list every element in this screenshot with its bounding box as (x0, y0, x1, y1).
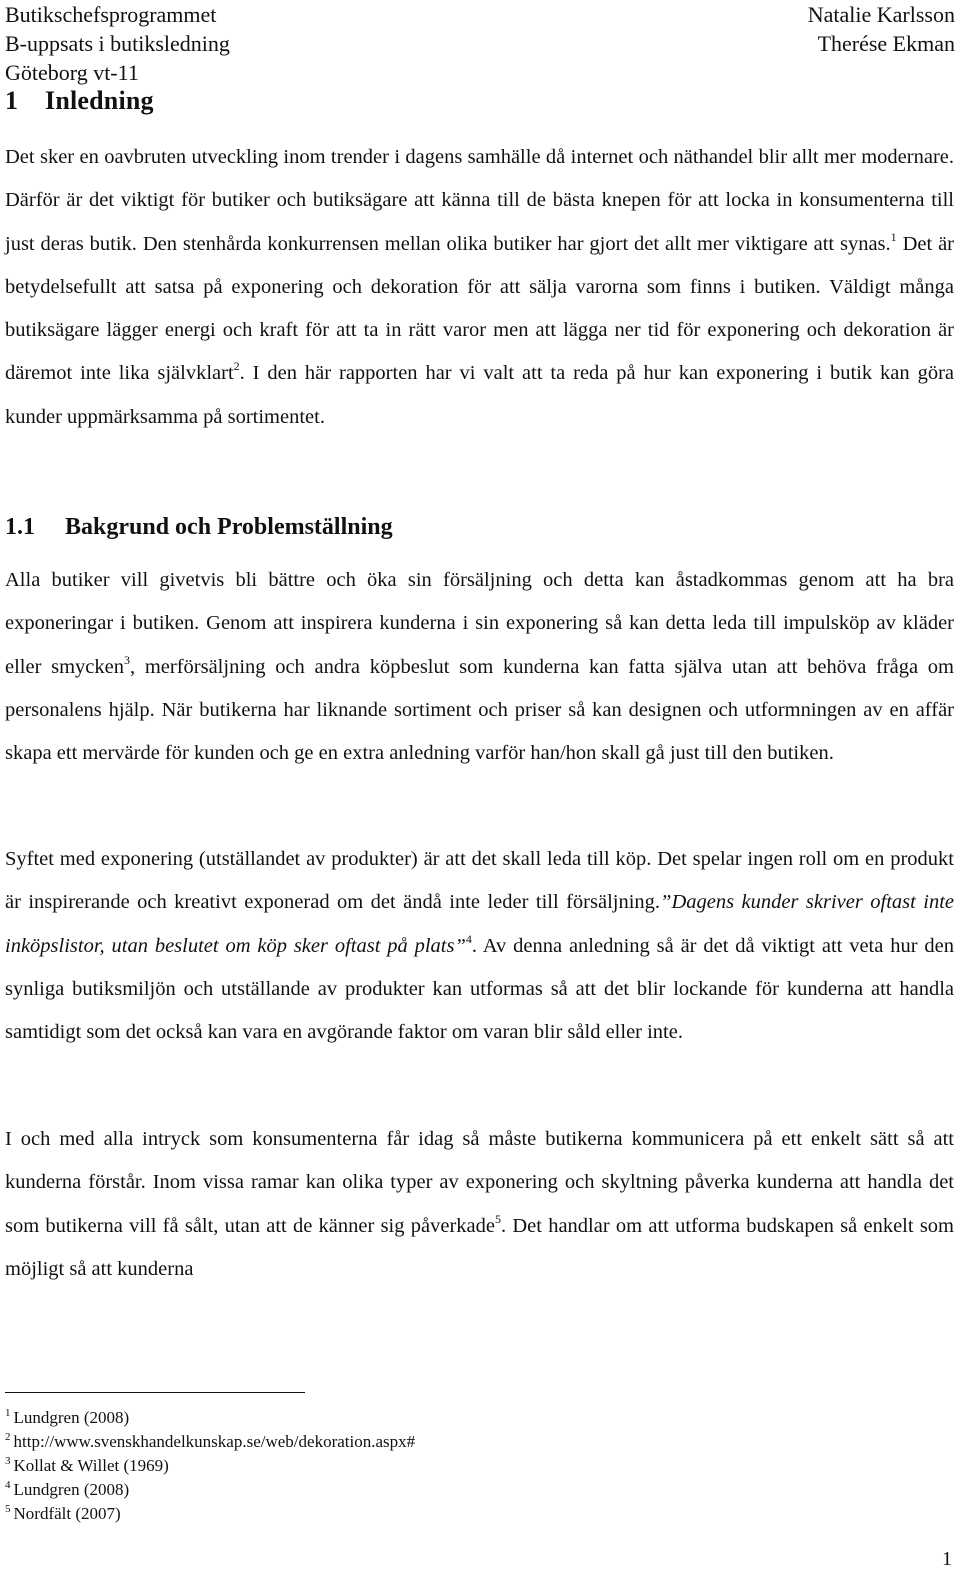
intro-text-1: Det sker en oavbruten utveckling inom trender i dagens samhälle då internet och näthandel blir allt mer modernare. Därför är det viktigt för butiker och butiksägare att känna till de bästa knepen för att locka in konsumenterna till just deras butik. Den stenhårda konkurrensen mellan olika butiker har gjort det allt mer viktigare att synas. (5, 146, 954, 255)
communication-text-2: . Det handlar om att utforma budskapen så enkelt som möjligt så att kunderna (5, 1214, 954, 1280)
header-right (808, 0, 955, 58)
footnote-text: Nordfält (2007) (13, 1504, 121, 1523)
quote-text: ”Dagens kunder skriver oftast inte inköpslistor, utan beslutet om köp sker oftast på plats” (5, 891, 954, 957)
footnote-number: 3 (5, 1455, 11, 1467)
header-author-2: Therése Ekman (817, 31, 955, 56)
page-number: 1 (942, 1548, 952, 1570)
bg-text-2: , merförsäljning och andra köpbeslut som kunderna kan fatta själva utan att behöva fråga om personalens hjälp. När butikerna har liknande sortiment och priser så kan designen och utformningen av en affär skapa ett mervärde för kunden och ge en extra anledning varför han/hon skall gå just till den butiken. (5, 655, 954, 765)
footnote-divider (5, 1392, 305, 1393)
footnote-ref-1[interactable]: 1 (890, 229, 897, 244)
footnote-number: 4 (5, 1479, 11, 1491)
section-heading-1 (5, 86, 154, 116)
footnote-number: 5 (5, 1503, 11, 1515)
footnote-ref-4[interactable]: 4 (465, 931, 472, 946)
purpose-paragraph (5, 838, 954, 1054)
section-title: Inledning (45, 86, 154, 115)
footnote-ref-2[interactable]: 2 (233, 359, 240, 374)
header-course: B-uppsats i butiksledning (5, 31, 230, 56)
footnote-number: 2 (5, 1431, 11, 1443)
section-number: 1 (5, 86, 19, 115)
header-term: Göteborg vt-11 (5, 60, 139, 85)
footnote-ref-3[interactable]: 3 (124, 652, 130, 667)
communication-paragraph (5, 1118, 954, 1291)
footnote-text: Kollat & Willet (1969) (13, 1456, 169, 1475)
bg-text-1: Alla butiker vill givetvis bli bättre och öka sin försäljning och detta kan åstadkommas genom att ha bra exponeringar i butiken. Genom att inspirera kunderna i sin exponering så kan detta leda till impulsköp av kläder eller smycken (5, 569, 954, 678)
footnote-link[interactable]: http://www.svenskhandelkunskap.se/web/dekoration.aspx# (13, 1432, 416, 1451)
subsection-number: 1.1 (5, 514, 35, 540)
intro-text-3: . I den här rapporten har vi valt att ta reda på hur kan exponering i butik kan göra kunder uppmärksamma på sortimentet. (5, 362, 954, 428)
intro-paragraph (5, 136, 954, 439)
footnote-1 (5, 1406, 415, 1430)
header-author-1: Natalie Karlsson (807, 2, 955, 27)
footnotes (5, 1406, 415, 1526)
footnote-2 (5, 1430, 415, 1454)
footnote-number: 1 (5, 1407, 11, 1419)
footnote-text: Lundgren (2008) (13, 1480, 130, 1499)
background-paragraph (5, 559, 954, 775)
purpose-text-2: . Av denna anledning så är det då viktigt att veta hur den synliga butiksmiljön och utställande av produkter kan utformas så att det blir lockande för kunderna att handla samtidigt som det också kan vara en avgörande faktor om varan blir såld eller inte. (5, 934, 954, 1044)
section-heading-1-1 (5, 514, 393, 541)
intro-text-2: Det är betydelsefullt att satsa på exponering och dekoration för att sälja varorna som finns i butiken. Väldigt många butiksägare lägger energi och kraft för att ta in rätt varor men att lägga ner tid för exponering och dekoration är däremot inte lika självklart (5, 232, 954, 385)
subsection-title: Bakgrund och Problemställning (65, 514, 393, 540)
header-left (5, 0, 230, 87)
header-program: Butikschefsprogrammet (5, 2, 217, 27)
footnote-text: Lundgren (2008) (13, 1408, 130, 1427)
footnote-ref-5[interactable]: 5 (494, 1211, 501, 1226)
footnote-3 (5, 1454, 415, 1478)
footnote-4 (5, 1478, 415, 1502)
communication-text-1: I och med alla intryck som konsumenterna får idag så måste butikerna kommunicera på ett enkelt sätt så att kunderna förstår. Inom vissa ramar kan olika typer av exponering och skyltning påverka kunderna att handla det som butikerna vill få sålt, utan att de känner sig påverkade (5, 1128, 954, 1237)
purpose-text-1: Syftet med exponering (utställandet av produkter) är att det skall leda till köp. Det spelar ingen roll om en produkt är inspirerande och kreativt exponerad om det ändå inte leder till försäljning. (5, 848, 954, 914)
footnote-5 (5, 1502, 415, 1526)
